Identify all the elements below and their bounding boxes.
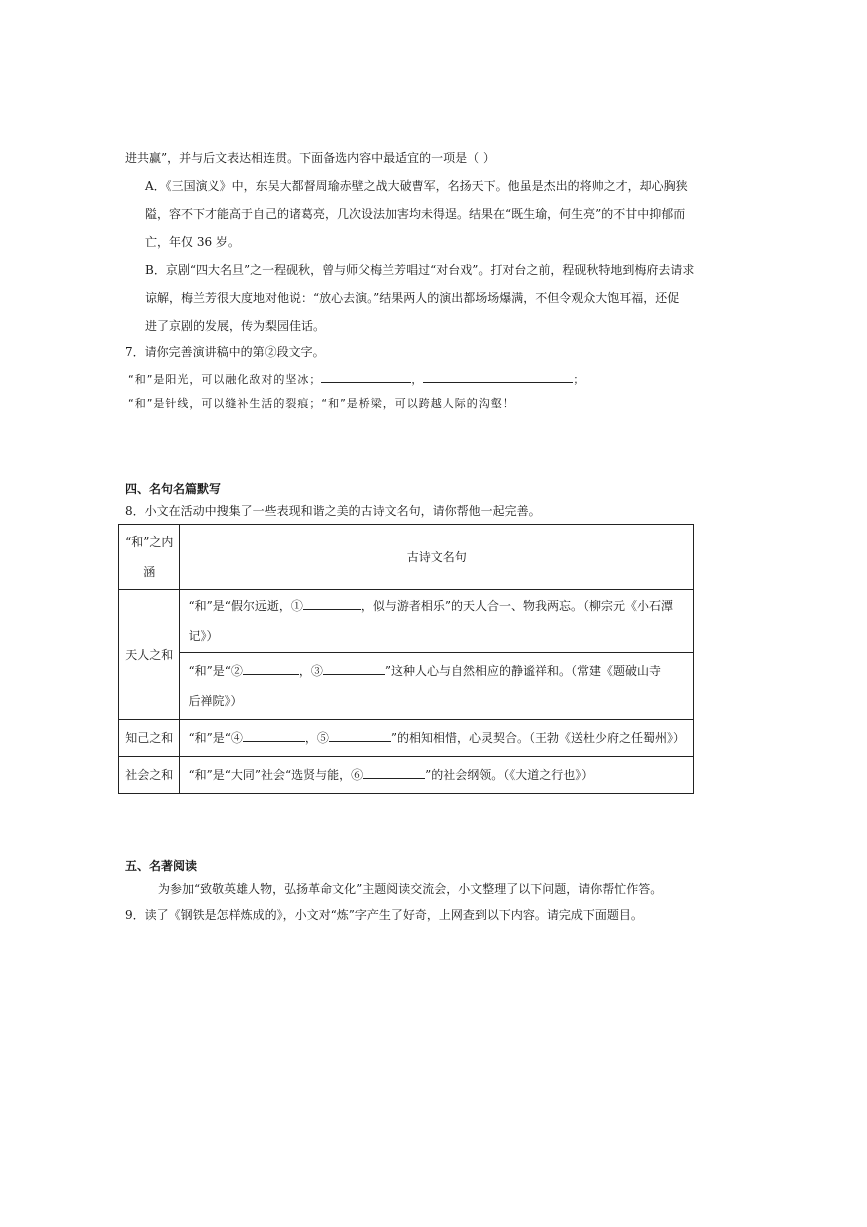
blank-1[interactable]: [303, 597, 361, 610]
row2-key: 知己之和: [119, 720, 180, 757]
header-key-cell: [119, 525, 180, 590]
header-key-line-2: 涵: [143, 565, 156, 579]
blank-5[interactable]: [329, 729, 391, 742]
section4-heading: 四、名句名篇默写: [125, 482, 222, 496]
section5-heading: 五、名著阅读: [125, 859, 198, 873]
option-a-line-2: 隘，容不下才能高于自己的诸葛亮，几次设法加害均未得逞。结果在“既生瑜，何生亮”的不甘中抑郁而: [145, 207, 686, 221]
header-value-cell: [180, 525, 694, 590]
row1a-line-2: 记》）: [188, 629, 219, 643]
row3-post: ”的社会纲领。（《大道之行也》）: [425, 768, 594, 782]
table-row: [119, 590, 694, 653]
row1a-line-1: [188, 591, 685, 621]
section5-intro: 为参加“致敬英雄人物，弘扬革命文化”主题阅读交流会，小文整理了以下问题，请你帮忙作答。: [158, 882, 663, 896]
table-row: [119, 653, 694, 720]
q7-blank-2[interactable]: [423, 370, 573, 383]
row3-pre: “和”是“大同”社会“选贤与能，⑥: [188, 768, 364, 782]
row2-pre: “和”是“④: [188, 731, 243, 745]
q7-blank-1[interactable]: [321, 370, 411, 383]
option-a-line-1[interactable]: A．《三国演义》中，东吴大都督周瑜赤壁之战大破曹军，名扬天下。他虽是杰出的将帅之才，却心胸狭: [145, 179, 688, 193]
row2-cell: [180, 720, 694, 757]
option-b-line-3: 进了京剧的发展，传为梨园佳话。: [145, 319, 326, 333]
q6-stem: 进共赢”，并与后文表达相连贯。下面备选内容中最适宜的一项是（ ）: [125, 151, 495, 165]
row1b-line-1: [188, 656, 685, 686]
header-key-line-1: “和”之内: [125, 535, 174, 549]
poem-table: [118, 524, 694, 794]
table-row: [119, 720, 694, 757]
row2-mid: ，⑤: [304, 731, 329, 745]
row1b-post: ”这种人心与自然相应的静谧祥和。（常建《题破山寺: [384, 664, 661, 678]
row1a-pre: “和”是“假尔远逝，①: [188, 599, 303, 613]
blank-3[interactable]: [323, 662, 385, 675]
q9-stem: 9．读了《钢铁是怎样炼成的》，小文对“炼”字产生了好奇，上网查到以下内容。请完成下面题目。: [125, 908, 643, 922]
row1b-pre: “和”是“②: [188, 664, 243, 678]
option-b-line-1[interactable]: B．京剧“四大名旦”之一程砚秋，曾与师父梅兰芳唱过“对台戏”。打对台之前，程砚秋特地到梅府去请求: [145, 263, 695, 277]
table-header-row: [119, 525, 694, 590]
row2-post: ”的相知相惜，心灵契合。（王勃《送杜少府之任蜀州》）: [390, 731, 685, 745]
blank-4[interactable]: [243, 729, 305, 742]
row1b-line-2: 后禅院》）: [188, 694, 243, 708]
q7-answer-line-2: “和”是针线，可以缝补生活的裂痕；“和”是桥梁，可以跨越人际的沟壑！: [128, 397, 515, 410]
row1a-cell: [180, 590, 694, 653]
blank-2[interactable]: [243, 662, 299, 675]
option-a-line-3: 亡，年仅 36 岁。: [145, 235, 240, 249]
blank-6[interactable]: [363, 766, 425, 779]
table-row: [119, 757, 694, 794]
q7-answer-line-1: [128, 370, 585, 388]
row1-key: 天人之和: [119, 590, 180, 720]
q7-stem: 7．请你完善演讲稿中的第②段文字。: [125, 345, 325, 359]
row3-cell: [180, 757, 694, 794]
q7-comma: ，: [411, 373, 424, 386]
row2-line: [188, 723, 685, 753]
row1b-cell: [180, 653, 694, 720]
row3-line: [188, 760, 685, 790]
q7-line1-text: “和”是阳光，可以融化敌对的坚冰；: [128, 373, 322, 386]
row1b-mid: ，③: [298, 664, 323, 678]
header-value: 古诗文名句: [406, 550, 467, 564]
row3-key: 社会之和: [119, 757, 180, 794]
row1a-post: ，似与游者相乐”的天人合一、物我两忘。（柳宗元《小石潭: [360, 599, 673, 613]
q7-semicolon: ；: [573, 373, 586, 386]
q8-stem: 8．小文在活动中搜集了一些表现和谐之美的古诗文名句，请你帮他一起完善。: [125, 504, 541, 518]
option-b-line-2: 谅解，梅兰芳很大度地对他说：“放心去演。”结果两人的演出都场场爆满，不但令观众大饱耳福，还促: [145, 291, 680, 305]
